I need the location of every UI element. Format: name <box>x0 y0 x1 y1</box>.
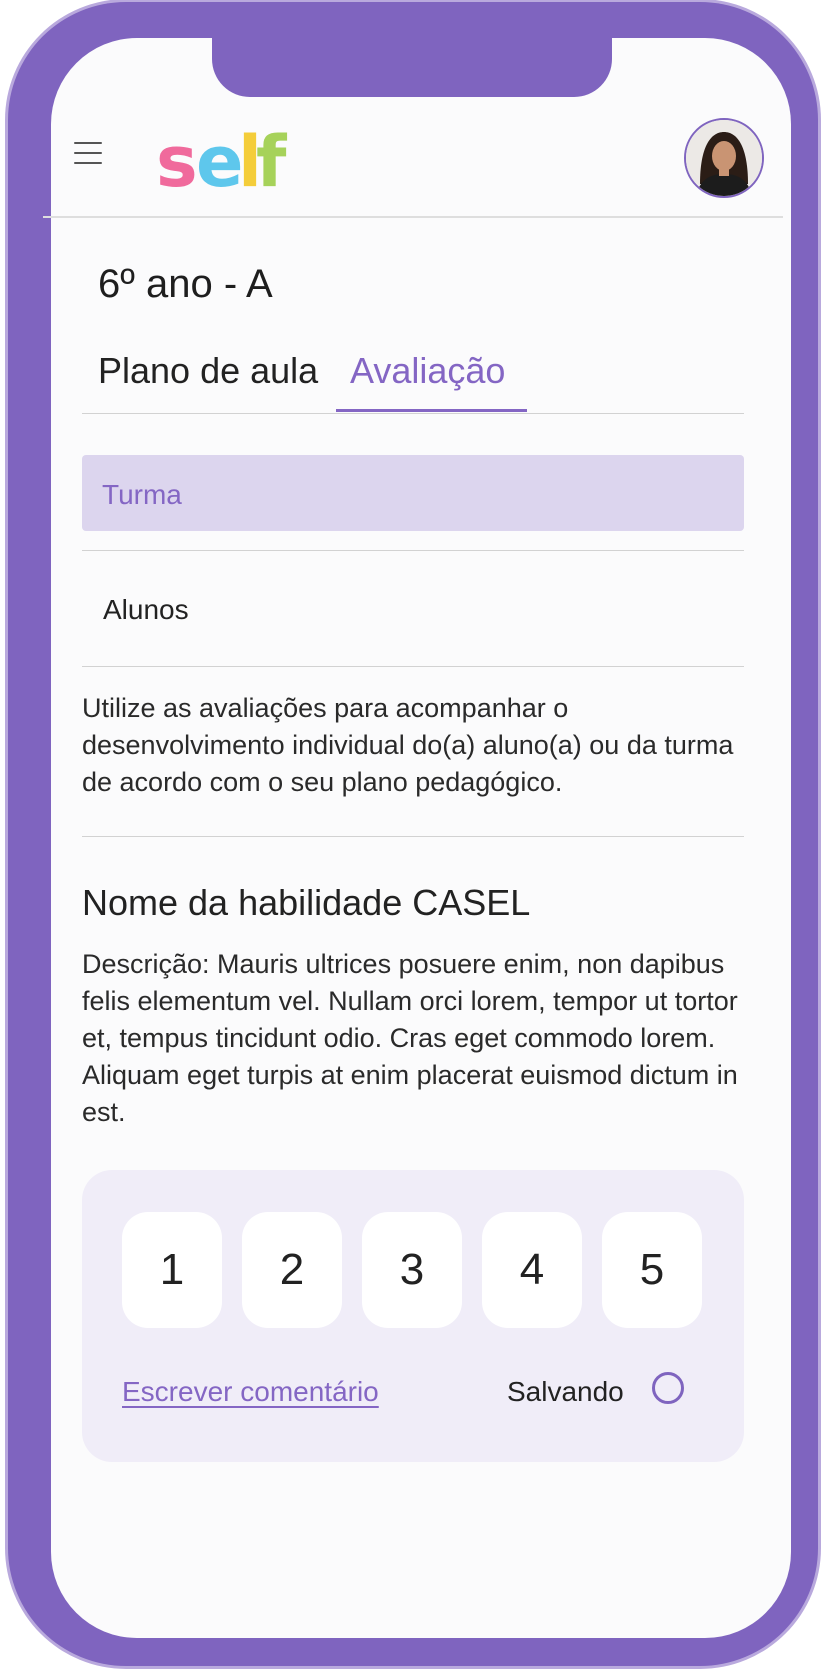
segment-turma-label: Turma <box>102 479 182 510</box>
phone-notch <box>212 35 612 97</box>
segment-alunos[interactable]: Alunos <box>103 594 189 625</box>
rating-option-2[interactable]: 2 <box>242 1212 342 1328</box>
write-comment-link[interactable]: Escrever comentário <box>122 1376 379 1407</box>
intro-text: Utilize as avaliações para acompanhar o desenvolvimento individual do(a) aluno(a) ou da turma de acordo com o seu plano pedagógico. <box>82 693 734 797</box>
tab-avaliacao[interactable]: Avaliação <box>350 350 506 391</box>
avatar[interactable] <box>684 118 764 198</box>
divider <box>82 550 744 551</box>
svg-text:s: s <box>156 121 198 202</box>
divider <box>82 666 744 667</box>
hamburger-menu-icon[interactable] <box>74 142 102 164</box>
skill-title: Nome da habilidade CASEL <box>82 882 531 923</box>
rating-card <box>82 1170 744 1462</box>
divider <box>82 836 744 837</box>
svg-text:e: e <box>196 121 244 202</box>
saving-spinner-icon <box>652 1372 684 1404</box>
saving-status: Salvando <box>507 1376 624 1407</box>
self-logo <box>156 112 306 202</box>
active-tab-indicator <box>336 409 527 412</box>
segment-turma[interactable] <box>82 455 744 531</box>
rating-option-1[interactable]: 1 <box>122 1212 222 1328</box>
tab-plano-de-aula[interactable]: Plano de aula <box>98 350 319 391</box>
header-divider <box>43 216 783 218</box>
skill-description: Descrição: Mauris ultrices posuere enim, non dapibus felis elementum vel. Nullam orci lorem, tempor ut tortor et, tempus tincidunt odio. Cras eget commodo lorem. Aliquam eget turpis at enim placerat euismod dictum in est. <box>82 949 738 1127</box>
svg-text:l: l <box>238 121 262 202</box>
rating-option-5[interactable]: 5 <box>602 1212 702 1328</box>
tabs-divider <box>82 413 744 414</box>
page-title: 6º ano - A <box>98 262 273 306</box>
rating-option-4[interactable]: 4 <box>482 1212 582 1328</box>
svg-text:f: f <box>256 121 287 202</box>
rating-option-3[interactable]: 3 <box>362 1212 462 1328</box>
